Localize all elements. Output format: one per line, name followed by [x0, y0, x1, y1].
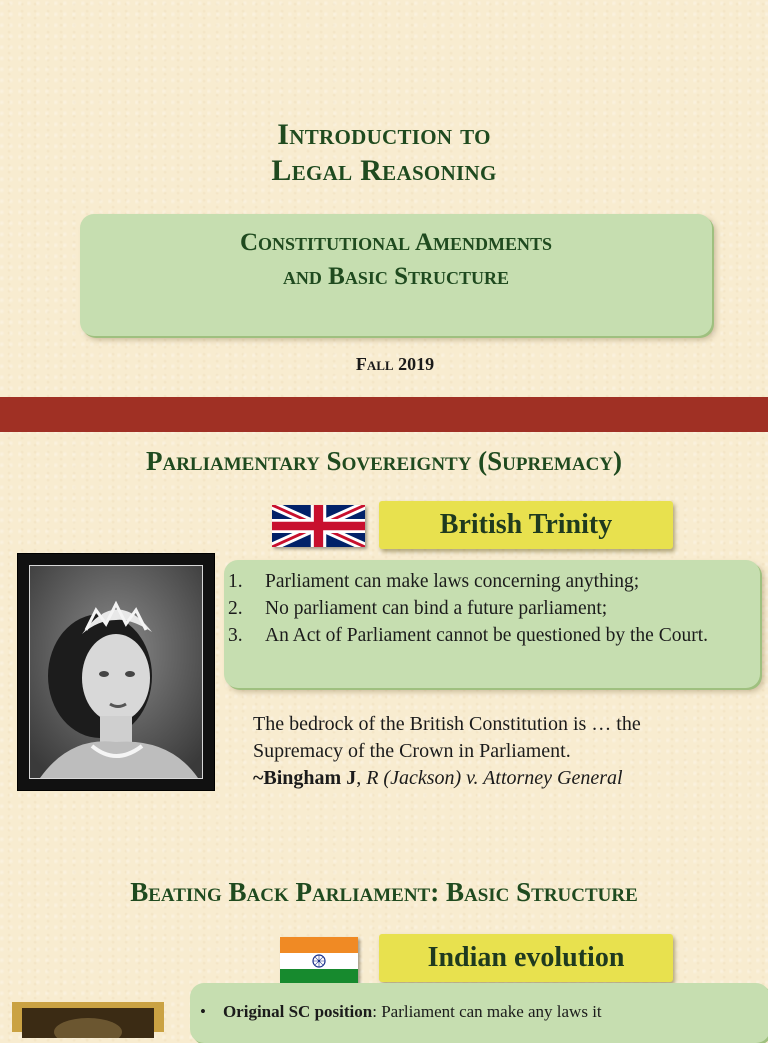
list-item-number: 3. — [228, 625, 243, 646]
india-flag-icon — [280, 937, 358, 985]
heading-parliamentary-sovereignty: Parliamentary Sovereignty (Supremacy) — [146, 446, 622, 476]
bullet-bold: Original SC position — [222, 1002, 373, 1021]
subtitle — [80, 226, 712, 294]
quote-case: R (Jackson) v. Attorney General — [366, 767, 623, 789]
list-item-text: No parliament can bind a future parliament; — [265, 598, 608, 619]
queen-portrait-icon — [29, 565, 203, 779]
quote-line-2: Supremacy of the Crown in Parliament. — [253, 740, 571, 762]
quote-author: ~Bingham J — [253, 767, 357, 789]
list-item — [228, 595, 746, 622]
list-item-text: Parliament can make laws concerning anything; — [265, 571, 640, 592]
list-item-number: 2. — [228, 598, 243, 619]
subtitle-line-2: and Basic Structure — [282, 263, 510, 290]
bullet-text: : Parliament can make any laws it — [372, 1002, 602, 1021]
portrait-image — [22, 1008, 154, 1038]
list-item-text: An Act of Parliament cannot be questioned by the Court. — [265, 625, 708, 646]
heading-basic-structure: Beating Back Parliament: Basic Structure — [130, 877, 638, 907]
quote-separator: , — [356, 767, 367, 789]
list-item — [228, 568, 746, 595]
quote-line-1: The bedrock of the British Constitution is … the — [253, 713, 641, 735]
list-item-number: 1. — [228, 571, 243, 592]
title-line-1: Introduction to — [277, 118, 491, 151]
list-item — [228, 622, 746, 649]
indian-evolution-label: Indian evolution — [379, 934, 673, 982]
trinity-list — [228, 568, 746, 649]
bingham-quote — [253, 711, 753, 792]
quote-attribution — [253, 765, 753, 792]
subtitle-line-1: Constitutional Amendments — [239, 229, 553, 256]
slide-divider — [0, 397, 768, 432]
term-label: Fall 2019 — [355, 354, 435, 374]
bullet-mark: • — [200, 1002, 206, 1021]
uk-flag-icon — [272, 505, 365, 547]
title-line-2: Legal Reasoning — [271, 154, 497, 187]
evolution-bullet — [200, 1000, 740, 1024]
british-trinity-label: British Trinity — [379, 501, 673, 549]
